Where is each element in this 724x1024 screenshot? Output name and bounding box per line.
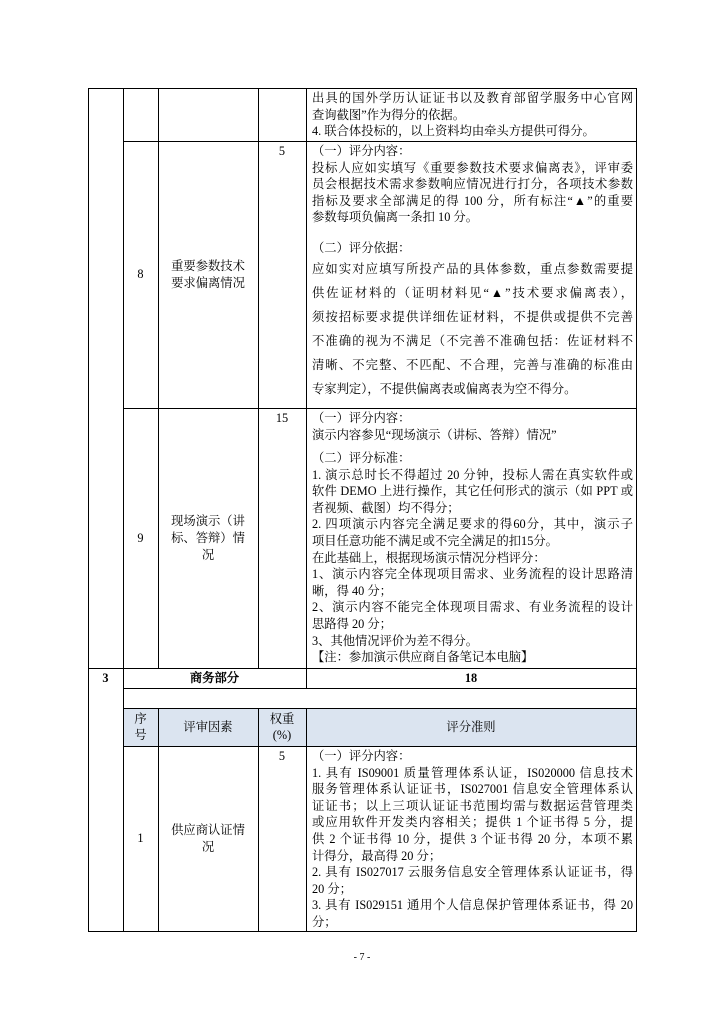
criteria-cell-certification bbox=[312, 748, 633, 931]
criteria-line: 或应用软件开发类内容相关；提供 1 个证书得 5 分，提 bbox=[312, 815, 633, 830]
criteria-line: 3、其他情况评价为差不得分。 bbox=[312, 633, 479, 648]
header-criteria: 评分准则 bbox=[446, 720, 496, 734]
criteria-cell-basis-heading bbox=[312, 240, 633, 257]
criteria-line: 员会根据技术需求参数响应情况进行打分，各项技术参数 bbox=[312, 177, 633, 192]
criteria-line: 软件 DEMO 上进行操作，其它任何形式的演示（如 PPT 或 bbox=[312, 484, 633, 499]
criteria-line: 1、演示内容完全体现项目需求、业务流程的设计思路清 bbox=[312, 567, 633, 582]
criteria-cell-scoring-standard bbox=[312, 450, 633, 666]
criteria-line: 服务管理体系认证证书，IS027001 信息安全管理体系认 bbox=[312, 782, 633, 797]
criteria-line: 不准确的视为不满足（不完善不准确包括：佐证材料不 bbox=[312, 334, 633, 348]
criteria-line: 计得分，最高得 20 分； bbox=[312, 848, 442, 863]
criteria-cell-scoring-content bbox=[312, 143, 633, 226]
review-factor-line: 供应商认证情 bbox=[171, 822, 245, 837]
criteria-line: 供 2 个证书得 10 分，提供 3 个证书得 20 分，本项不累 bbox=[312, 831, 633, 846]
item-number-cell bbox=[123, 408, 158, 668]
criteria-line: 投标人应如实填写《重要参数技术要求偏离表》，评审委 bbox=[312, 160, 633, 175]
criteria-line: 出具的国外学历认证证书以及教育部留学服务中心官网 bbox=[312, 91, 633, 105]
criteria-cell-basis bbox=[312, 257, 633, 401]
item-number-cell bbox=[123, 746, 158, 931]
header-no-line: 序 bbox=[134, 712, 147, 726]
header-factor-cell bbox=[158, 708, 258, 746]
criteria-heading: （二）评分标准： bbox=[312, 451, 411, 465]
criteria-note: 【注：参加演示供应商自备笔记本电脑】 bbox=[312, 650, 534, 665]
criteria-line: （一）评分内容： bbox=[312, 144, 411, 158]
criteria-line: 者视频、截图）均不得分； bbox=[312, 500, 460, 515]
criteria-line: 20 分； bbox=[312, 881, 352, 896]
criteria-line: 在此基础上，根据现场演示情况分档评分： bbox=[312, 550, 546, 565]
criteria-line: 2、演示内容不能完全体现项目需求、有业务流程的设计 bbox=[312, 600, 633, 615]
criteria-line: 思路得 20 分； bbox=[312, 616, 392, 631]
header-no-cell bbox=[123, 708, 158, 746]
review-factor-line: 况 bbox=[201, 839, 215, 854]
review-factor-line: 重要参数技术 bbox=[171, 258, 245, 273]
header-weight-line: (%) bbox=[272, 728, 292, 742]
section-name: 商务部分 bbox=[189, 670, 240, 685]
criteria-line: 1. 演示总时长不得超过 20 分钟，投标人需在真实软件或 bbox=[312, 467, 633, 482]
criteria-cell-scoring-content bbox=[312, 410, 633, 443]
header-factor: 评审因素 bbox=[183, 720, 233, 734]
criteria-line: 2. 四项演示内容完全满足要求的得60分，其中，演示子 bbox=[312, 517, 633, 532]
page-number: - 7 - bbox=[353, 952, 371, 963]
section-weight-cell bbox=[306, 668, 636, 688]
weight-value: 5 bbox=[278, 749, 286, 763]
table-grid-line bbox=[306, 88, 307, 689]
section-number: 3 bbox=[102, 670, 109, 685]
header-weight-cell bbox=[258, 708, 306, 746]
criteria-heading: （二）评分依据： bbox=[312, 241, 411, 255]
criteria-line: 4. 联合体投标的，以上资料均由牵头方提供可得分。 bbox=[312, 124, 595, 139]
criteria-line: 指标及要求全部满足的得 100 分，所有标注“▲”的重要 bbox=[312, 193, 633, 208]
table-grid-line bbox=[88, 88, 637, 89]
criteria-line: 1. 具有 IS09001 质量管理体系认证，IS020000 信息技术 bbox=[312, 765, 633, 780]
criteria-heading: （一）评分内容： bbox=[312, 749, 411, 763]
table-grid-line bbox=[636, 88, 637, 932]
criteria-line: 清晰、不完整、不匹配、不合理，完善与准确的标准由 bbox=[312, 358, 633, 372]
item-number-cell bbox=[123, 141, 158, 408]
review-factor-cell bbox=[158, 141, 258, 408]
table-grid-line bbox=[88, 931, 637, 932]
review-factor-line: 标、答辩）情 bbox=[171, 530, 245, 545]
criteria-line: 晰，得 40 分； bbox=[312, 583, 392, 598]
criteria-line: 专家判定），不提供偏离表或偏离表为空不得分。 bbox=[312, 382, 577, 396]
section-number-cell bbox=[88, 668, 123, 688]
review-factor-line: 现场演示（讲 bbox=[171, 513, 245, 528]
item-number: 8 bbox=[137, 267, 144, 281]
header-weight-line: 权重 bbox=[269, 712, 295, 726]
table-grid-line bbox=[88, 88, 89, 932]
criteria-line: 供佐证材料的（证明材料见“▲”技术要求偏离表）， bbox=[312, 286, 633, 300]
criteria-line: （一）评分内容： bbox=[312, 411, 411, 425]
review-factor-cell bbox=[158, 408, 258, 668]
section-name-cell bbox=[123, 668, 306, 688]
criteria-line: 参数每项负偏离一条扣 10 分。 bbox=[312, 210, 479, 225]
review-factor-line: 要求偏离情况 bbox=[171, 275, 245, 290]
table-grid-line bbox=[123, 688, 637, 689]
criteria-line: 2. 具有 IS027017 云服务信息安全管理体系认证证书，得 bbox=[312, 865, 633, 880]
criteria-line: 应如实对应填写所投产品的具体参数，重点参数需要提 bbox=[312, 262, 633, 276]
criteria-line: 查询截图”作为得分的依据。 bbox=[312, 107, 466, 122]
review-factor-line: 况 bbox=[201, 547, 215, 562]
criteria-line: 演示内容参见“现场演示（讲标、答辩）情况” bbox=[312, 427, 557, 442]
criteria-line: 项目任意功能不满足或不完全满足的扣15分。 bbox=[312, 533, 558, 548]
header-no-line: 号 bbox=[134, 728, 147, 742]
item-number: 1 bbox=[137, 831, 144, 845]
table-grid-line bbox=[258, 88, 259, 669]
criteria-cell-continuation bbox=[312, 90, 633, 140]
criteria-line: 分； bbox=[312, 914, 337, 929]
criteria-line: 3. 具有 IS029151 通用个人信息保护管理体系证书，得 20 bbox=[312, 898, 633, 913]
criteria-line: 须按招标要求提供详细佐证材料，不提供或提供不完善 bbox=[312, 310, 633, 324]
weight-value: 15 bbox=[275, 411, 289, 425]
item-number: 9 bbox=[137, 530, 144, 545]
criteria-line: 证证书；以上三项认证证书范围均需与数据运营管理类 bbox=[312, 798, 633, 813]
review-factor-cell bbox=[158, 746, 258, 931]
weight-value: 5 bbox=[278, 144, 286, 158]
section-weight: 18 bbox=[464, 670, 478, 685]
header-criteria-cell bbox=[306, 708, 636, 746]
